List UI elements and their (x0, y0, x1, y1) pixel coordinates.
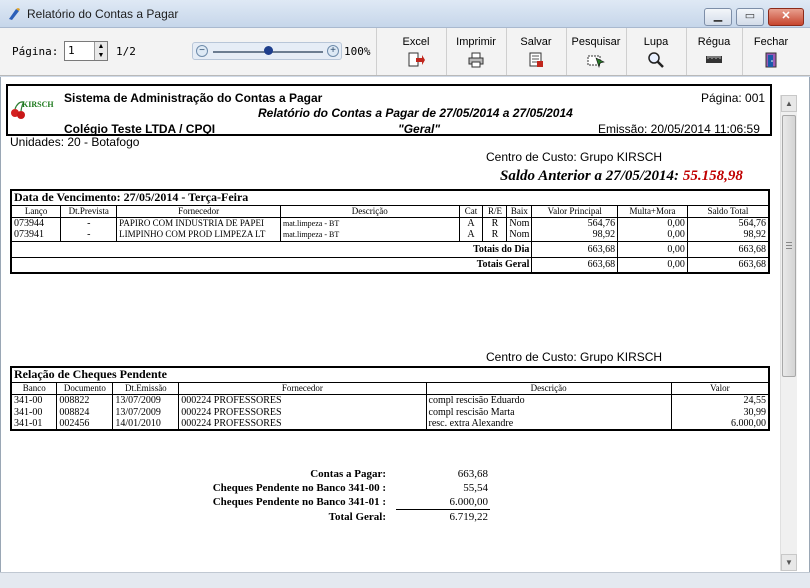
title-bar (0, 0, 810, 28)
column-header: Banco (11, 382, 57, 394)
page-total: 1/2 (116, 45, 136, 58)
search-button[interactable] (568, 29, 624, 74)
day-total-principal: 663,68 (532, 241, 618, 257)
table-row (11, 418, 769, 430)
save-icon (527, 52, 545, 68)
summary-label: Contas a Pagar: (310, 468, 386, 480)
column-header: R/E (483, 205, 507, 217)
report-page-number: Página: 001 (701, 91, 766, 105)
report-scope: "Geral" (398, 122, 441, 136)
report-title: Relatório do Contas a Pagar de 27/05/2014 a 27/05/2014 (258, 106, 573, 120)
logo-text: KIRSCH (22, 100, 54, 109)
magnifier-label: Lupa (643, 36, 669, 48)
due-date-table (10, 189, 770, 274)
excel-button[interactable] (388, 29, 444, 74)
summary-value: 6.719,22 (449, 511, 488, 523)
maximize-icon: ▭ (744, 10, 756, 22)
summary-value: 6.000,00 (449, 496, 488, 508)
table-cell: compl rescisão Marta (426, 406, 671, 418)
print-button[interactable] (448, 29, 504, 74)
table-cell: PAPIRO COM INDUSTRIA DE PAPEI (117, 217, 281, 229)
minimize-icon: ▁ (713, 10, 723, 22)
close-icon: ✕ (781, 10, 791, 22)
table-cell: 002456 (57, 418, 113, 430)
previous-balance-value: 55.158,98 (682, 168, 743, 184)
spin-up-icon[interactable]: ▲ (97, 43, 105, 50)
cost-center-label-2: Centro de Custo: Grupo KIRSCH (486, 350, 663, 364)
table-cell: 14/01/2010 (113, 418, 179, 430)
table-cell: 008824 (57, 406, 113, 418)
excel-export-icon (407, 52, 425, 68)
system-title: Sistema de Administração do Contas a Pagar (64, 91, 323, 105)
ruler-icon (705, 52, 723, 68)
table-cell: 24,55 (743, 394, 766, 406)
column-header: Descrição (281, 205, 460, 217)
summary-divider (396, 509, 490, 510)
table-cell: 341-00 (11, 406, 57, 418)
table-cell: Nom (507, 229, 532, 241)
zoom-out-icon[interactable]: − (196, 45, 208, 57)
day-total-fine: 0,00 (618, 241, 688, 257)
zoom-thumb[interactable] (264, 46, 273, 55)
table-row (11, 394, 769, 406)
summary-row (6, 482, 506, 496)
print-label: Imprimir (456, 36, 496, 48)
table-cell: mat.limpeza - BT (281, 217, 460, 229)
spin-down-icon[interactable]: ▼ (97, 52, 105, 59)
summary-row (6, 468, 506, 482)
table-cell: A (459, 229, 483, 241)
column-header: Saldo Total (687, 205, 769, 217)
table-cell: 073941 (11, 229, 61, 241)
ruler-button[interactable] (686, 29, 742, 74)
previous-balance-label: Saldo Anterior a 27/05/2014: (500, 168, 680, 184)
grand-total-balance: 663,68 (738, 259, 766, 271)
app-icon (7, 7, 21, 21)
summary-value: 55,54 (463, 482, 488, 494)
column-header: Valor (671, 382, 769, 394)
report-toolbar (0, 28, 810, 76)
summary-row (6, 511, 506, 525)
due-date-title: Data de Vencimento: 27/05/2014 - Terça-Feira (11, 190, 769, 205)
table-cell: 30,99 (743, 406, 766, 418)
table-cell: R (483, 229, 507, 241)
table-cell: mat.limpeza - BT (281, 229, 460, 241)
pending-cheques-table (10, 366, 770, 431)
column-header: Cat (459, 205, 483, 217)
table-cell: 13/07/2009 (113, 406, 179, 418)
pending-cheques-title: Relação de Cheques Pendente (11, 367, 769, 382)
table-cell: - (61, 217, 117, 229)
status-bar (0, 572, 810, 588)
column-header: Dt.Prevista (61, 205, 117, 217)
summary-label: Cheques Pendente no Banco 341-01 : (212, 496, 386, 508)
report-header (6, 84, 772, 136)
search-pointer-icon (587, 52, 605, 68)
previous-balance (500, 168, 743, 185)
close-report-button[interactable] (743, 29, 799, 74)
magnifier-button[interactable] (628, 29, 684, 74)
table-cell: 000224 PROFESSORES (179, 418, 426, 430)
zoom-in-icon[interactable]: + (327, 45, 339, 57)
page-label: Página: (12, 45, 59, 58)
column-header: Documento (57, 382, 113, 394)
table-cell: 008822 (57, 394, 113, 406)
magnifier-icon (647, 52, 665, 68)
cost-center-label: Centro de Custo: Grupo KIRSCH (486, 150, 663, 164)
table-row (11, 229, 769, 241)
table-cell: 98,92 (743, 229, 766, 241)
save-button[interactable] (508, 29, 564, 74)
table-cell: 564,76 (532, 217, 618, 229)
table-cell: compl rescisão Eduardo (426, 394, 671, 406)
table-cell: Nom (507, 217, 532, 229)
page-number-value: 1 (68, 44, 75, 57)
table-cell: 000224 PROFESSORES (179, 394, 426, 406)
summary-row (6, 496, 506, 510)
day-totals-label: Totais do Dia (11, 241, 532, 257)
vertical-scrollbar[interactable] (780, 95, 797, 571)
day-total-balance: 663,68 (738, 243, 766, 255)
ruler-label: Régua (697, 36, 731, 48)
company-name: Colégio Teste LTDA / CPQI (64, 122, 216, 136)
close-button[interactable] (768, 8, 804, 26)
table-cell: 6.000,00 (731, 418, 766, 429)
table-cell: R (483, 217, 507, 229)
table-cell: LIMPINHO COM PROD LIMPEZA LT (117, 229, 281, 241)
table-row (11, 217, 769, 229)
table-cell: resc. extra Alexandre (426, 418, 671, 430)
page-number-stepper[interactable] (64, 41, 108, 61)
scroll-down-icon[interactable]: ▼ (781, 554, 797, 571)
grand-total-principal: 663,68 (532, 257, 618, 273)
zoom-slider[interactable] (192, 42, 342, 60)
column-header: Fornecedor (179, 382, 426, 394)
printer-icon (467, 52, 485, 68)
scroll-up-icon[interactable]: ▲ (781, 95, 797, 112)
column-header: Descrição (426, 382, 671, 394)
table-cell: - (61, 229, 117, 241)
table-cell: 0,00 (618, 229, 688, 241)
grand-total-fine: 0,00 (618, 257, 688, 273)
column-header: Baix (507, 205, 532, 217)
maximize-button[interactable] (736, 8, 764, 26)
excel-label: Excel (402, 36, 430, 48)
summary-label: Total Geral: (328, 511, 386, 523)
save-label: Salvar (520, 36, 552, 48)
window-title: Relatório do Contas a Pagar (27, 7, 179, 21)
close-report-label: Fechar (753, 36, 789, 48)
column-header: Dt.Emissão (113, 382, 179, 394)
zoom-value: 100% (344, 45, 371, 58)
summary-value: 663,68 (457, 468, 488, 480)
column-header: Valor Principal (532, 205, 618, 217)
search-label: Pesquisar (571, 36, 621, 48)
column-header: Fornecedor (117, 205, 281, 217)
exit-door-icon (762, 52, 780, 68)
table-cell: A (459, 217, 483, 229)
units-label: Unidades: 20 - Botafogo (10, 135, 140, 149)
scroll-thumb[interactable] (782, 115, 796, 377)
grand-totals-label: Totais Geral (11, 257, 532, 273)
table-cell: 564,76 (738, 217, 766, 229)
table-row (11, 406, 769, 418)
summary-label: Cheques Pendente no Banco 341-00 : (212, 482, 386, 494)
column-header: Multa+Mora (618, 205, 688, 217)
minimize-button[interactable] (704, 8, 732, 26)
table-cell: 000224 PROFESSORES (179, 406, 426, 418)
table-cell: 98,92 (532, 229, 618, 241)
page-spinner[interactable] (94, 42, 107, 60)
column-header: Lanço (11, 205, 61, 217)
table-cell: 073944 (11, 217, 61, 229)
table-cell: 341-01 (11, 418, 57, 430)
table-cell: 341-00 (11, 394, 57, 406)
table-cell: 13/07/2009 (113, 394, 179, 406)
emission-date: Emissão: 20/05/2014 11:06:59 (598, 122, 760, 136)
table-cell: 0,00 (618, 217, 688, 229)
